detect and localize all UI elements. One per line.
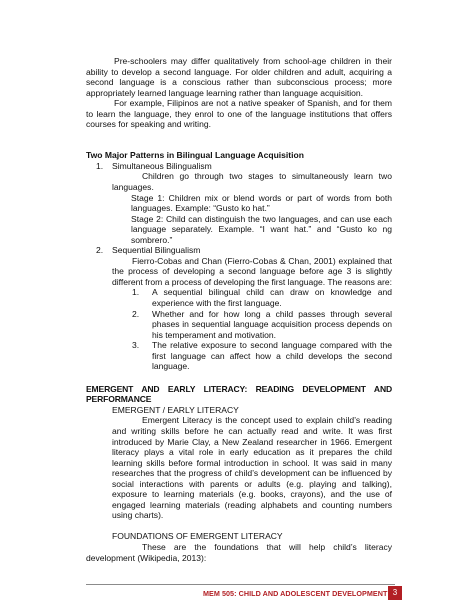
spacer — [86, 521, 392, 532]
list-item-title: Simultaneous Bilingualism — [112, 160, 212, 171]
reason-number: 3. — [132, 340, 140, 351]
footer-divider — [86, 584, 395, 585]
paragraph-emergent-literacy: Emergent Literacy is the concept used to explain child’s reading and writing skills before he can actually read and write. It was first introduced by Marie Clay, a New Zealand researcher in 1966. Emergent literacy plays a vital role in early education as it prepares the child learning skills before formal introduction in school. It was said in many researches that the progress of child’s development can be influenced by social interactions with parents or adults (e.g. playing and talking), exposure to learning materials (e.g. books, crayons), and the use of engaged learning materials (reading alphabets and counting numbers using charts). — [112, 415, 392, 521]
reason-number: 1. — [132, 287, 140, 298]
subheading-foundations: FOUNDATIONS OF EMERGENT LITERACY — [112, 531, 283, 542]
reason-text: A sequential bilingual child can draw on knowledge and experience with the first language. — [152, 287, 392, 308]
reason-item — [132, 309, 392, 341]
footer-course-title: MEM 505: CHILD AND ADOLESCENT DEVELOPMENT — [203, 589, 388, 598]
paragraph-foundations: These are the foundations that will help child’s literacy development (Wikipedia, 2013): — [86, 541, 392, 563]
list-item-simultaneous — [96, 161, 392, 172]
reason-number: 2. — [132, 308, 140, 319]
list-number: 1. — [96, 160, 104, 171]
simultaneous-description: Children go through two stages to simultaneously learn two languages. — [112, 171, 392, 192]
reason-text: The relative exposure to second language compared with the first language can affect how a child develops the second language. — [152, 340, 392, 372]
page-body — [86, 56, 392, 563]
list-item-title: Sequential Bilingualism — [112, 245, 201, 256]
section-heading-literacy: EMERGENT AND EARLY LITERACY: READING DEVELOPMENT AND PERFORMANCE — [86, 383, 392, 405]
list-number: 2. — [96, 245, 104, 256]
reason-item — [132, 287, 392, 308]
stage-2-text: Stage 2: Child can distinguish the two languages, and can use each language separately. Example. “I want hat.” and “Gusto ko ng sombrero.” — [131, 213, 392, 245]
spacer — [86, 130, 392, 141]
list-item-sequential — [96, 245, 392, 256]
paragraph-example: For example, Filipinos are not a native speaker of Spanish, and for them to learn the language, they enrol to one of the language institutions that offers courses for speaking and writing. — [86, 98, 392, 130]
reason-text: Whether and for how long a child passes through several phases in sequential language acquisition process depends on his temperament and motivation. — [152, 308, 392, 340]
subheading-emergent-literacy: EMERGENT / EARLY LITERACY — [112, 404, 239, 415]
paragraph-intro: Pre-schoolers may differ qualitatively from school-age children in their ability to develop a second language. For older children and adult, acquiring a second language is a conscious rather than subconscious process; more appropriately learned language learning rather than language acquisition. — [86, 56, 392, 98]
stage-1-text: Stage 1: Children mix or blend words or part of words from both languages. Example: “Gusto ko hat.” — [131, 192, 392, 214]
page-number-badge: 3 — [388, 586, 402, 600]
reason-item — [132, 340, 392, 372]
sequential-description: Fierro-Cobas and Chan (Fierro-Cobas & Chan, 2001) explained that the process of developing a second language before age 3 is slightly different from a process of developing the first language. The reasons are: — [112, 255, 392, 287]
section-heading-bilingual: Two Major Patterns in Bilingual Language Acquisition — [86, 150, 304, 161]
